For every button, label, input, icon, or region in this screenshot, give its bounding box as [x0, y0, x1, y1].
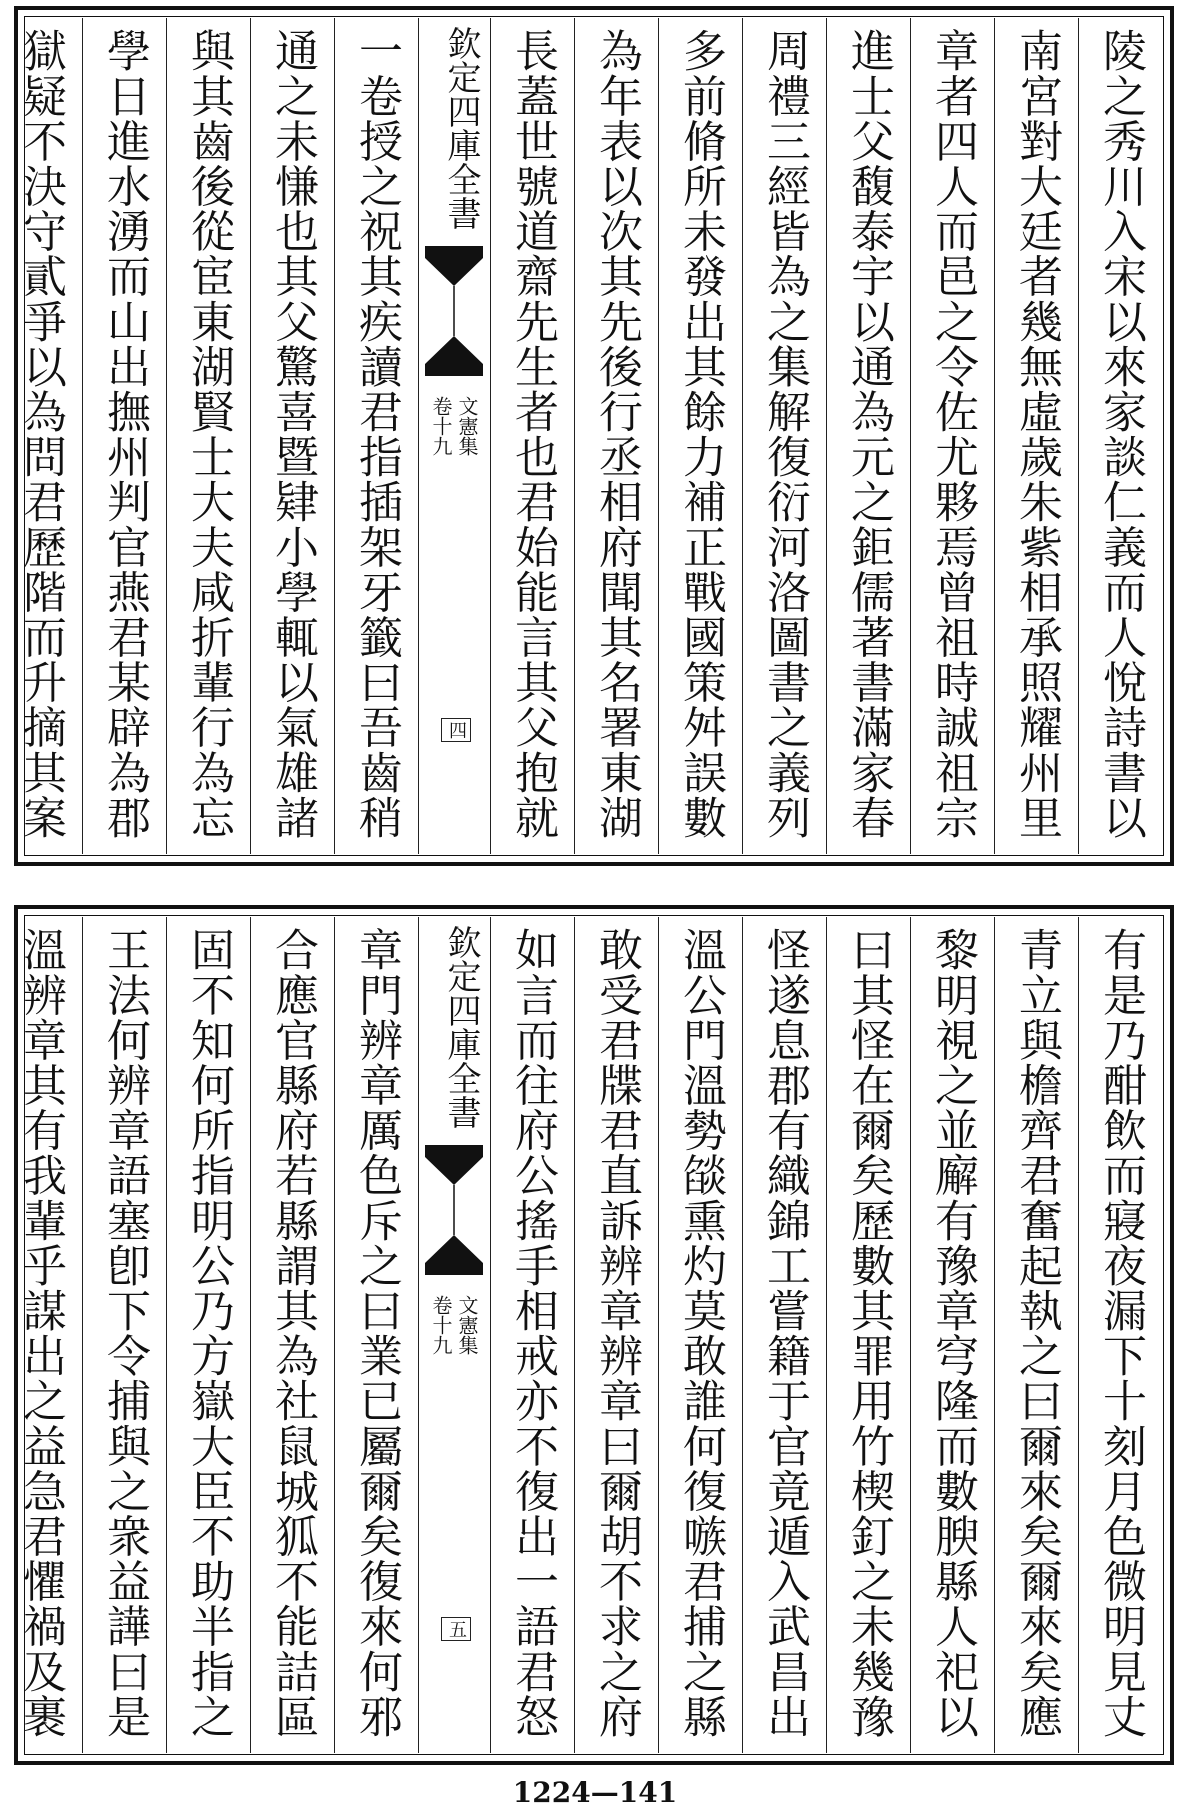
text-column: 黎明視之並廨有豫章穹隆而數腴縣人祀以: [910, 917, 994, 1753]
lower-page-columns: [15, 917, 1162, 1753]
text-column: 陵之秀川入宋以來家談仁義而人悅詩書以: [1078, 18, 1162, 854]
text-column: 青立與檐齊君奮起執之曰爾來矣爾來矣應: [994, 917, 1078, 1753]
text-column: 如言而往府公搖手相戒亦不復出一語君怒: [490, 917, 574, 1753]
center-fold-column: [418, 917, 490, 1753]
text-column: 溫公門溫勢燄熏灼莫敢誰何復嗾君捕之縣: [658, 917, 742, 1753]
text-column: 學日進水湧而山出撫州判官燕君某辟為郡: [82, 18, 166, 854]
fish-tail-mark-icon: [425, 246, 483, 376]
volume-label: 卷十九: [429, 1295, 453, 1355]
upper-page-columns: [15, 18, 1162, 854]
center-fold-column: [418, 18, 490, 854]
text-column: 獄疑不決守貳爭以為問君歷階而升摘其案: [0, 18, 82, 854]
folio-number: 四: [441, 718, 471, 742]
text-column: 長蓋世號道齋先生者也君始能言其父抱就: [490, 18, 574, 854]
upper-page-frame: [14, 6, 1174, 866]
text-column: 多前脩所未發出其餘力補正戰國策舛誤數: [658, 18, 742, 854]
text-column: 合應官縣府若縣謂其為社鼠城狐不能詰區: [250, 917, 334, 1753]
text-column: 王法何辨章語塞卽下令捕與之衆益譁曰是: [82, 917, 166, 1753]
collection-title: 欽定四庫全書: [441, 925, 481, 1129]
text-column: 一卷授之祝其疾讀君指插架牙籤曰吾齒稍: [334, 18, 418, 854]
text-column: 曰其怪在爾矣歷數其罪用竹楔釘之未幾豫: [826, 917, 910, 1753]
book-title: 文憲集: [455, 396, 479, 456]
text-column: 固不知何所指明公乃方嶽大臣不助半指之: [166, 917, 250, 1753]
lower-page-frame: [14, 905, 1174, 1765]
text-column: 怪遂息郡有織錦工嘗籍于官竟遁入武昌出: [742, 917, 826, 1753]
text-column: 敢受君牒君直訴辨章辨章曰爾胡不求之府: [574, 917, 658, 1753]
text-column: 南宮對大廷者幾無虛歲朱紫相承照耀州里: [994, 18, 1078, 854]
text-column: 與其齒後從宦東湖賢士大夫咸折輩行為忘: [166, 18, 250, 854]
text-column: 有是乃酣飲而寢夜漏下十刻月色微明見丈: [1078, 917, 1162, 1753]
folio-number: 五: [441, 1617, 471, 1641]
text-column: 章門辨章厲色斥之曰業已屬爾矣復來何邪: [334, 917, 418, 1753]
fish-tail-mark-icon: [425, 1145, 483, 1275]
text-column: 周禮三經皆為之集解復衍河洛圖書之義列: [742, 18, 826, 854]
text-column: 章者四人而邑之令佐尤夥焉曾祖時誠祖宗: [910, 18, 994, 854]
collection-title: 欽定四庫全書: [441, 26, 481, 230]
text-column: 為年表以次其先後行丞相府聞其名署東湖: [574, 18, 658, 854]
page-reference-number: 1224—141: [512, 1776, 678, 1809]
text-column: 進士父馥泰宇以通為元之鉅儒著書滿家春: [826, 18, 910, 854]
book-title: 文憲集: [455, 1295, 479, 1355]
volume-label: 卷十九: [429, 396, 453, 456]
text-column: 溫辨章其有我輩乎謀出之益急君懼禍及裹: [0, 917, 82, 1753]
text-column: 通之未慊也其父驚喜暨肄小學輒以氣雄諸: [250, 18, 334, 854]
